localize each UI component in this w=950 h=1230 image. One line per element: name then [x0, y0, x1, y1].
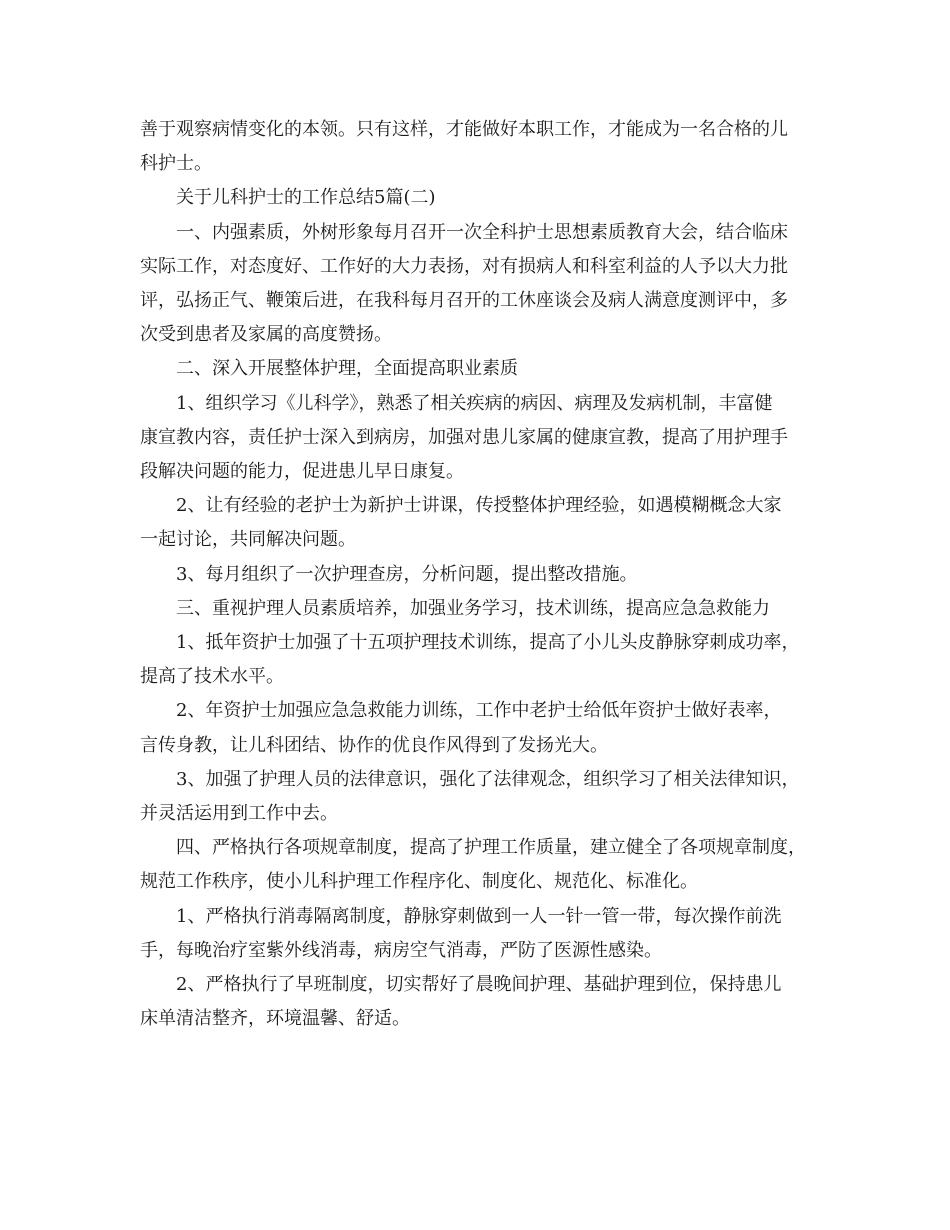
paragraph-3: 一、内强素质，外树形象每月召开一次全科护士思想素质教育大会，结合临床 实际工作，对态度好、工作好的大力表扬，对有损病人和科室利益的人予以大力批 评，弘扬正气、鞭策后进，在我科每月召开的工休座谈会及病人满意度测评中，多 次受到患者及家属的高度赞扬。 [140, 221, 788, 346]
paragraph-11: 3、加强了护理人员的法律意识，强化了法律观念，组织学习了相关法律知识， 并灵活运用到工作中去。 [140, 768, 800, 825]
paragraph-14: 2、严格执行了早班制度，切实帮好了晨晚间护理、基础护理到位，保持患儿 床单清洁整齐，环境温馨、舒适。 [140, 974, 782, 1030]
document-body [140, 113, 815, 1036]
paragraph-10: 2、年资护士加强应急急救能力训练，工作中老护士给低年资护士做好表率， 言传身教，让儿科团结、协作的优良作风得到了发扬光大。 [140, 700, 782, 756]
paragraph-1: 善于观察病情变化的本领。只有这样，才能做好本职工作，才能成为一名合格的儿 科护士。 [140, 119, 788, 175]
section-title: 关于儿科护士的工作总结5篇(二) [176, 187, 436, 209]
paragraph-6: 2、让有经验的老护士为新护士讲课，传授整体护理经验，如遇模糊概念大家 一起讨论，共同解决问题。 [140, 495, 782, 551]
paragraph-9: 1、抵年资护士加强了十五项护理技术训练，提高了小儿头皮静脉穿刺成功率， 提高了技术水平。 [140, 632, 800, 688]
paragraph-7: 3、每月组织了一次护理查房，分析问题，提出整改措施。 [176, 563, 638, 585]
paragraph-13: 1、严格执行消毒隔离制度，静脉穿刺做到一人一针一管一带，每次操作前洗 手，每晚治疗室紫外线消毒，病房空气消毒，严防了医源性感染。 [140, 905, 782, 961]
section-heading-3: 三、重视护理人员素质培养，加强业务学习，技术训练，提高应急急救能力 [176, 597, 770, 619]
section-heading-2: 二、深入开展整体护理，全面提高职业素质 [176, 358, 518, 380]
section-heading-4: 四、严格执行各项规章制度，提高了护理工作质量，建立健全了各项规章制度， 规范工作秩序，使小儿科护理工作程序化、制度化、规范化、标准化。 [140, 837, 806, 893]
paragraph-5: 1、组织学习《儿科学》，熟悉了相关疾病的病因、病理及发病机制，丰富健 康宣教内容，责任护士深入到病房，加强对患儿家属的健康宣教，提高了用护理手 段解决问题的能力，促进患儿早日康复。 [140, 392, 788, 483]
